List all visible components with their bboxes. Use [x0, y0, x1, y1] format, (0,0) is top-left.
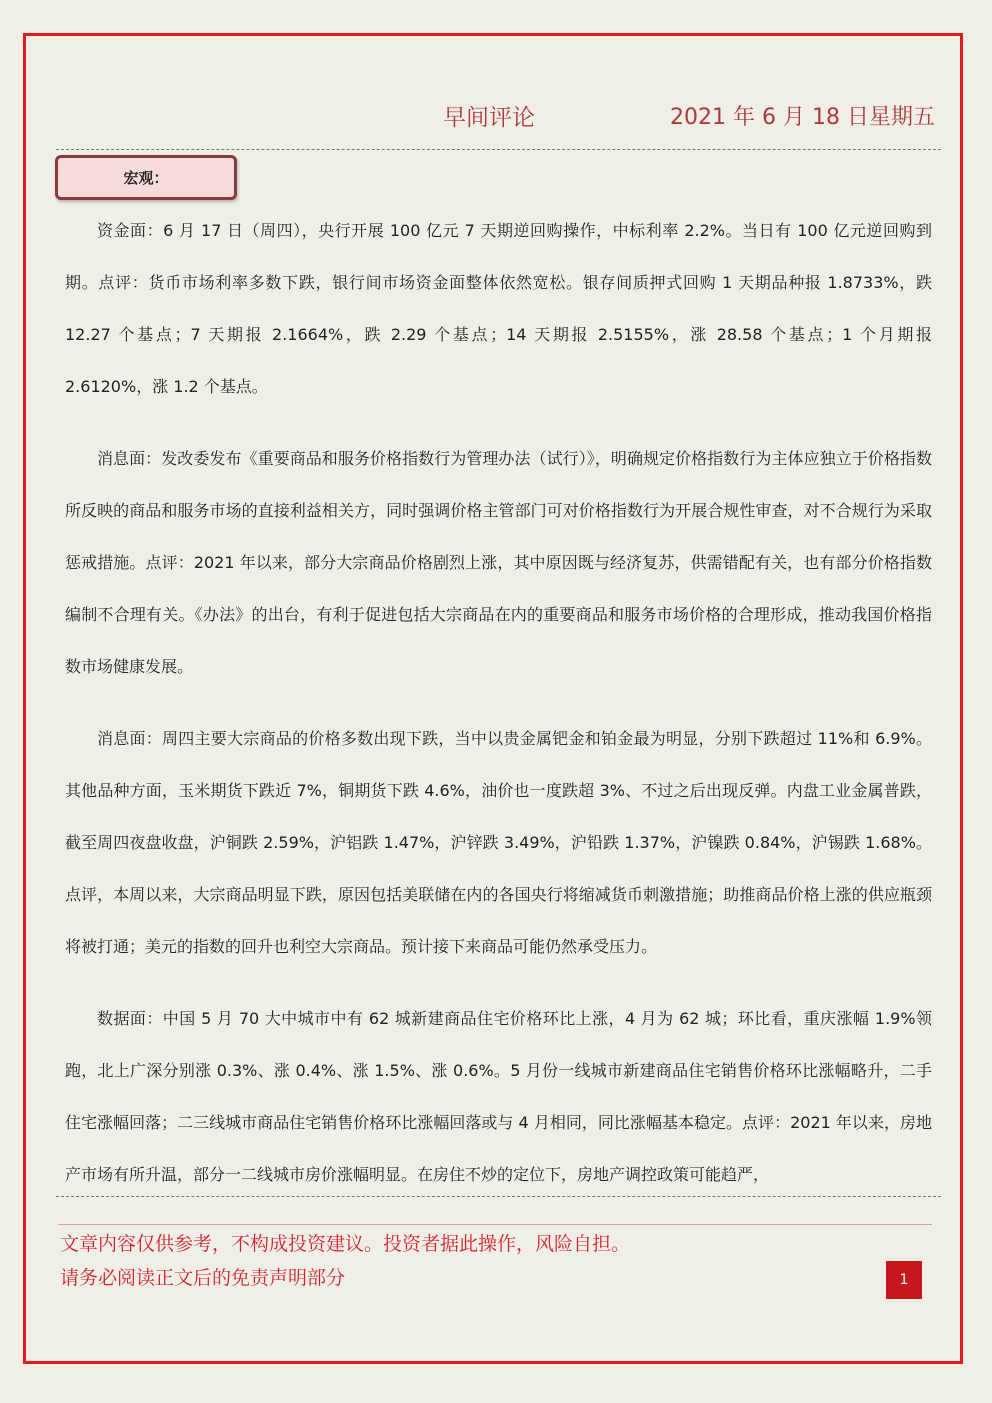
footer-divider [58, 1224, 932, 1225]
report-date: 2021 年 6 月 18 日星期五 [670, 105, 935, 130]
paragraph-housing-data: 数据面：中国 5 月 70 大中城市中有 62 城新建商品住宅价格环比上涨，4 月为 62 城；环比看，重庆涨幅 1.9%领跑，北上广深分别涨 0.3%、涨 0.4%、涨 1.5%、涨 0.6%。5 月份一线城市新建商品住宅销售价格环比涨幅略升，二手住宅涨幅回落；二三线城市商品住宅销售价格环比涨幅回落或与 4 月相同，同比涨幅基本稳定。点评：2021 年以来，房地产市场有所升温，部分一二线城市房价涨幅明显。在房住不炒的定位下，房地产调控政策可能趋严， [65, 1009, 932, 1184]
paragraph-policy-news: 消息面：发改委发布《重要商品和服务价格指数行为管理办法（试行）》，明确规定价格指数行为主体应独立于价格指数所反映的商品和服务市场的直接利益相关方，同时强调价格主管部门可对价格指数行为开展合规性审查，对不合规行为采取惩戒措施。点评：2021 年以来，部分大宗商品价格剧烈上涨，其中原因既与经济复苏，供需错配有关，也有部分价格指数编制不合理有关。《办法》的出台，有利于促进包括大宗商品在内的重要商品和服务市场价格的合理形成，推动我国价格指数市场健康发展。 [65, 449, 932, 676]
section-heading-label: 宏观： [123, 169, 169, 187]
page-number-badge [886, 1261, 922, 1299]
report-title: 早间评论 [443, 105, 535, 131]
header-divider [56, 149, 941, 150]
page-number: 1 [899, 1272, 909, 1288]
section-heading-macro [55, 155, 237, 200]
disclaimer-line-1: 文章内容仅供参考，不构成投资建议。投资者据此操作，风险自担。 [60, 1233, 631, 1255]
body-divider [56, 1196, 941, 1197]
disclaimer-line-2: 请务必阅读正文后的免责声明部分 [60, 1267, 346, 1289]
article-body [65, 205, 932, 1193]
paragraph-funding: 资金面：6 月 17 日（周四），央行开展 100 亿元 7 天期逆回购操作，中标利率 2.2%。当日有 100 亿元逆回购到期。点评：货币市场利率多数下跌，银行间市场资金面整体依然宽松。银存间质押式回购 1 天期品种报 1.8733%，跌 12.27 个基点；7 天期报 2.1664%，跌 2.29 个基点；14 天期报 2.5155%，涨 28.58 个基点；1 个月期报 2.6120%，涨 1.2 个基点。 [65, 221, 932, 396]
paragraph-commodities-news: 消息面：周四主要大宗商品的价格多数出现下跌，当中以贵金属钯金和铂金最为明显，分别下跌超过 11%和 6.9%。其他品种方面，玉米期货下跌近 7%，铜期货下跌 4.6%，油价也一度跌超 3%、不过之后出现反弹。内盘工业金属普跌，截至周四夜盘收盘，沪铜跌 2.59%，沪铝跌 1.47%，沪锌跌 3.49%，沪铅跌 1.37%，沪镍跌 0.84%，沪锡跌 1.68%。点评，本周以来，大宗商品明显下跌，原因包括美联储在内的各国央行将缩减货币刺激措施；助推商品价格上涨的供应瓶颈将被打通；美元的指数的回升也利空大宗商品。预计接下来商品可能仍然承受压力。 [65, 729, 932, 956]
